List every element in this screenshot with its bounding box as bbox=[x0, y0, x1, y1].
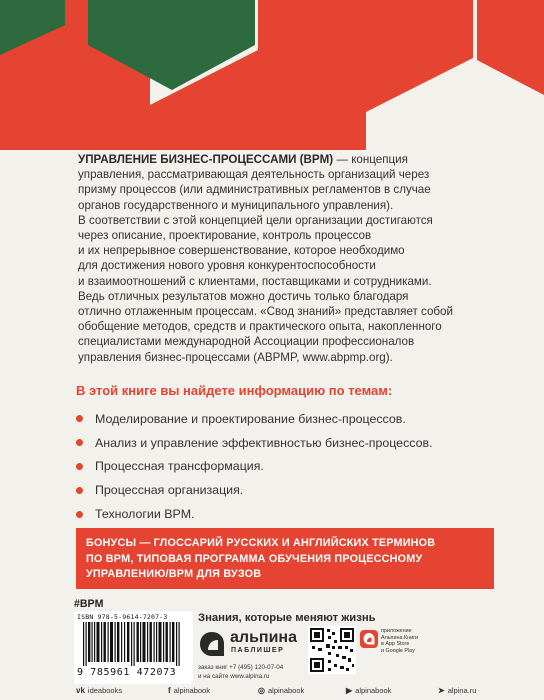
bonus-line: БОНУСЫ — ГЛОССАРИЙ РУССКИХ И АНГЛИЙСКИХ ТЕРМИНОВ bbox=[86, 537, 436, 549]
hexagon-decoration bbox=[0, 0, 544, 150]
topic-label: Моделирование и проектирование бизнес-процессов. bbox=[95, 411, 406, 426]
intro-line: через описание, проектирование, контроль процессов bbox=[78, 229, 372, 243]
bonus-banner bbox=[76, 528, 494, 589]
barcode-block bbox=[74, 611, 193, 684]
topic-label: Процессная трансформация. bbox=[95, 459, 264, 474]
order-site: и на сайте www.alpina.ru bbox=[198, 672, 270, 680]
instagram-icon: ◎ bbox=[258, 686, 265, 695]
intro-line: призму процессов (или административных регламентов в случае bbox=[78, 183, 431, 197]
bonus-line: УПРАВЛЕНИЮ/BPM ДЛЯ ВУЗОВ bbox=[86, 568, 262, 580]
barcode-icon bbox=[77, 622, 190, 666]
social-instagram bbox=[258, 686, 304, 695]
app-line: приложение bbox=[381, 628, 412, 634]
intro-line: специалистами международной Ассоциации профессионалов bbox=[78, 335, 415, 349]
youtube-icon: ▶ bbox=[346, 686, 353, 695]
intro-text bbox=[78, 152, 463, 365]
telegram-icon: ➤ bbox=[438, 686, 445, 695]
slogan: Знания, которые меняют жизнь bbox=[198, 612, 376, 624]
publisher-logo bbox=[198, 627, 297, 661]
social-youtube bbox=[346, 686, 391, 695]
red-hexagon-far-right bbox=[477, 0, 544, 95]
app-icon bbox=[360, 630, 378, 648]
list-item bbox=[76, 431, 496, 455]
isbn-text: ISBN 978-5-9614-7207-3 bbox=[77, 613, 168, 621]
bonus-line: ПО BPM, ТИПОВАЯ ПРОГРАММА ОБУЧЕНИЯ ПРОЦЕССНОМУ bbox=[86, 552, 423, 565]
barcode-number: 9 785961 472073 bbox=[77, 667, 177, 678]
app-line: Альпина.Книги bbox=[381, 634, 419, 641]
list-item bbox=[76, 407, 496, 431]
hashtag: #BPM bbox=[74, 598, 104, 610]
social-handle: alpinabook bbox=[355, 686, 392, 695]
intro-line: управления, рассматривающая деятельность организаций через bbox=[78, 168, 430, 182]
social-handle: alpinabook bbox=[173, 686, 210, 695]
logo-subtitle: ПАБЛИШЕР bbox=[231, 647, 285, 654]
bullet-icon bbox=[76, 439, 83, 446]
list-item bbox=[76, 455, 496, 479]
intro-line: управления бизнес-процессами (ABPMP, www.abpmp.org). bbox=[78, 350, 393, 364]
app-logo-icon bbox=[360, 630, 378, 648]
app-store-info bbox=[381, 628, 461, 654]
order-info bbox=[198, 664, 308, 681]
qr-code-icon bbox=[308, 626, 356, 674]
alpina-logo-icon bbox=[198, 630, 226, 658]
social-handle: ideabooks bbox=[87, 686, 123, 695]
intro-first-line bbox=[78, 152, 463, 167]
social-facebook bbox=[168, 686, 210, 695]
social-links bbox=[0, 683, 544, 700]
order-phone: заказ книг +7 (495) 120-07-04 bbox=[198, 664, 284, 671]
intro-line: Ведь отличных результатов можно достичь только благодаря bbox=[78, 289, 409, 303]
bullet-icon bbox=[76, 487, 83, 494]
intro-line: и их непрерывное совершенствование, которое необходимо bbox=[78, 244, 405, 258]
intro-line: обобщение методов, средств и практического опыта, накопленного bbox=[78, 320, 442, 334]
app-line: в App Store bbox=[381, 641, 410, 648]
intro-line: органов государственного и муниципального управления). bbox=[78, 198, 394, 212]
intro-line: отлично отлаженным процессам. «Свод знаний» представляет собой bbox=[78, 305, 453, 319]
social-vk bbox=[76, 686, 122, 695]
topic-label: Процессная организация. bbox=[95, 483, 244, 498]
intro-lead-rest: — концепция bbox=[333, 153, 408, 166]
intro-line: В соответствии с этой концепцией цели организации достигаются bbox=[78, 213, 433, 227]
topic-label: Технологии BPM. bbox=[95, 507, 195, 522]
topics-list bbox=[76, 407, 496, 526]
logo-name: альпина bbox=[230, 629, 297, 646]
intro-bold-lead: УПРАВЛЕНИЕ БИЗНЕС-ПРОЦЕССАМИ (BPM) bbox=[78, 153, 334, 166]
social-handle: alpina.ru bbox=[447, 686, 477, 695]
intro-line: для достижения нового уровня конкурентоспособности bbox=[78, 259, 376, 273]
list-item bbox=[76, 502, 496, 526]
intro-line: и взаимоотношений с клиентами, поставщиками и сотрудниками. bbox=[78, 274, 432, 288]
topic-label: Анализ и управление эффективностью бизнес-процессов. bbox=[95, 435, 433, 450]
facebook-icon: f bbox=[168, 686, 171, 695]
list-item bbox=[76, 478, 496, 502]
topics-heading: В этой книге вы найдете информацию по темам: bbox=[76, 383, 393, 398]
bullet-icon bbox=[76, 463, 83, 470]
bullet-icon bbox=[76, 511, 83, 518]
social-website bbox=[438, 686, 476, 695]
app-line: и Google Play bbox=[381, 647, 415, 654]
vk-icon: vk bbox=[76, 686, 85, 695]
social-handle: alpinabook bbox=[267, 686, 305, 695]
bullet-icon bbox=[76, 415, 83, 422]
